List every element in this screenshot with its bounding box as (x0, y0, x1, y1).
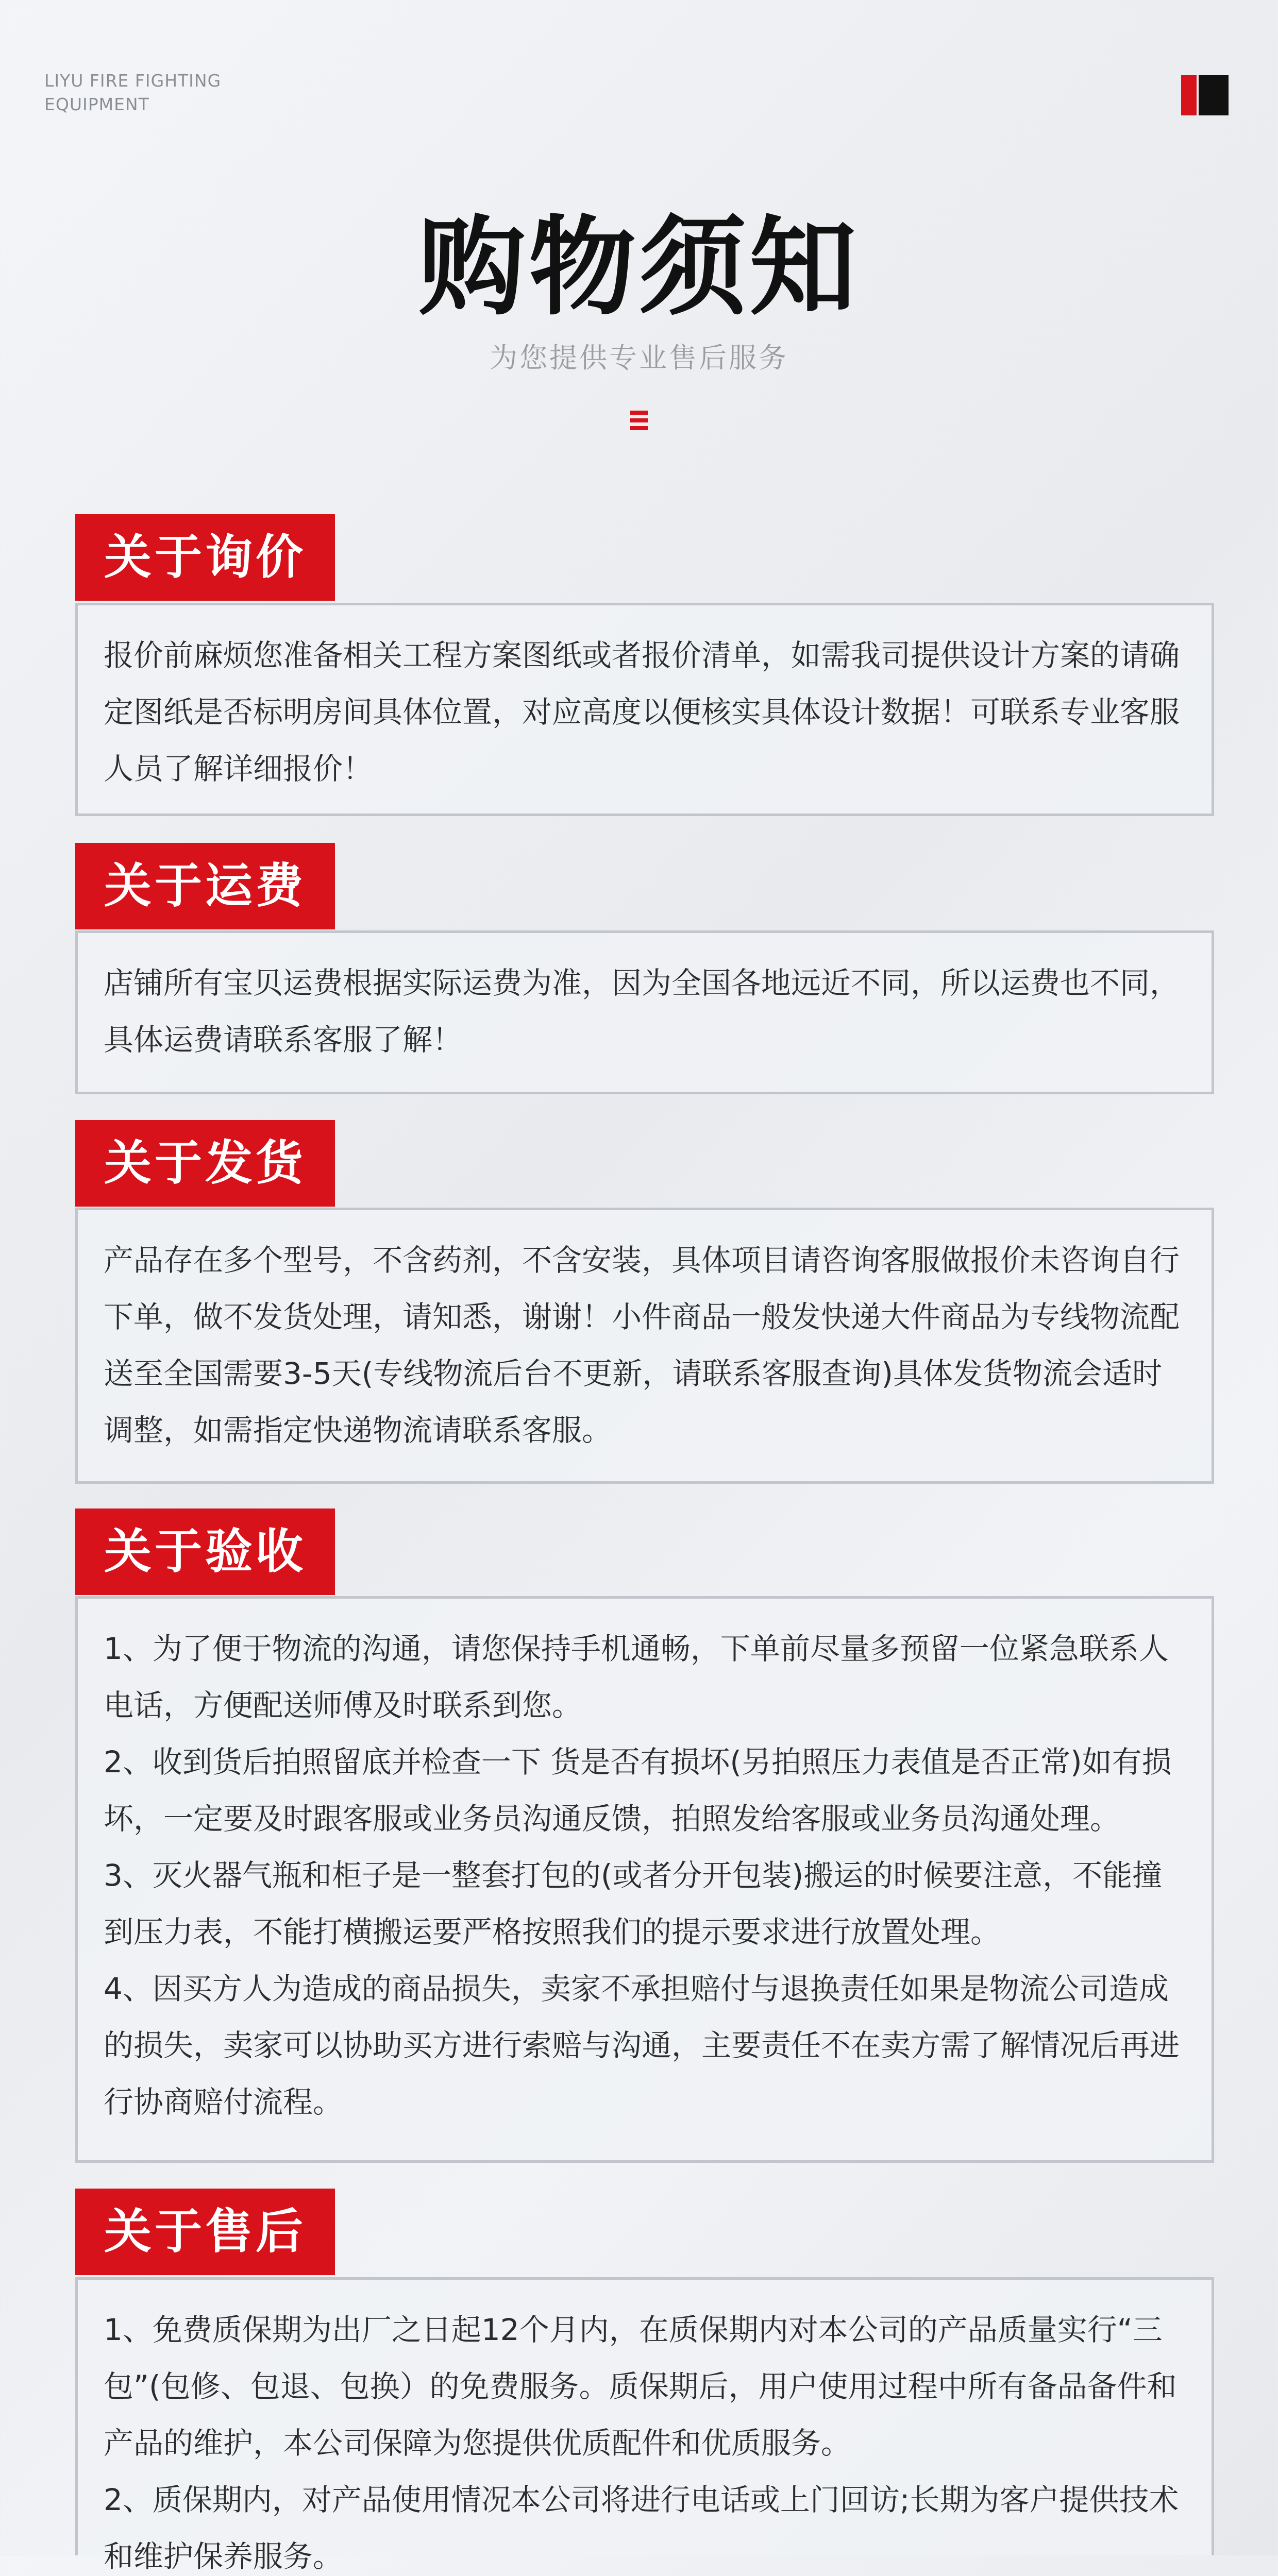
paragraph: 店铺所有宝贝运费根据实际运费为准，因为全国各地远近不同，所以运费也不同，具体运费请联系客服了解！ (104, 965, 1180, 1057)
divider-icon (630, 411, 648, 432)
paragraph: 1、为了便于物流的沟通，请您保持手机通畅，下单前尽量多预留一位紧急联系人电话，方便配送师傅及时联系到您。 (104, 1631, 1169, 1723)
paragraph: 1、免费质保期为出厂之日起12个月内，在质保期内对本公司的产品质量实行“三包”(包修、包退、包换）的免费服务。质保期后，用户使用过程中所有备品备件和产品的维护，本公司保障为您提供优质配件和优质服务。 (104, 2312, 1177, 2461)
page-subtitle: 为您提供专业售后服务 (490, 342, 788, 374)
section-body-shipping-fee (75, 930, 1214, 1094)
paragraph: 2、收到货后拍照留底并检查一下 货是否有损坏(另拍照压力表值是否正常)如有损坏，一定要及时跟客服或业务员沟通反馈，拍照发给客服或业务员沟通处理。 (104, 1744, 1172, 1836)
section-body-after-sales (75, 2277, 1214, 2574)
section-body-delivery (75, 1208, 1214, 1484)
section-title-inquiry: 关于询价 (75, 514, 335, 601)
paragraph: 4、因买方人为造成的商品损失，卖家不承担赔付与退换责任如果是物流公司造成的损失，卖家可以协助买方进行索赔与沟通，主要责任不在卖方需了解情况后再进行协商赔付流程。 (104, 1971, 1180, 2120)
section-title-after-sales: 关于售后 (75, 2189, 335, 2275)
section-body-inquiry (75, 603, 1214, 816)
section-title-shipping-fee: 关于运费 (75, 843, 335, 929)
section-body-inspection (75, 1596, 1214, 2163)
paragraph: 2、质保期内，对产品使用情况本公司将进行电话或上门回访;长期为客户提供技术和维护保养服务。 (104, 2482, 1179, 2574)
paragraph: 3、灭火器气瓶和柜子是一整套打包的(或者分开包装)搬运的时候要注意，不能撞到压力表，不能打横搬运要严格按照我们的提示要求进行放置处理。 (104, 1858, 1163, 1950)
paragraph: 产品存在多个型号，不含药剂，不含安装，具体项目请咨询客服做报价未咨询自行下单，做不发货处理，请知悉，谢谢！小件商品一般发快递大件商品为专线物流配送至全国需要3-5天(专线物流后台不更新，请联系客服查询)具体发货物流会适时调整，如需指定快递物流请联系客服。 (104, 1243, 1180, 1448)
brand-line-2: EQUIPMENT (44, 94, 149, 114)
section-title-inspection: 关于验收 (75, 1509, 335, 1595)
logo-icon (1181, 75, 1229, 115)
brand-line-1: LIYU FIRE FIGHTING (44, 71, 222, 91)
section-title-delivery: 关于发货 (75, 1120, 335, 1207)
page-title: 购物须知 (418, 206, 860, 330)
paragraph: 报价前麻烦您准备相关工程方案图纸或者报价清单，如需我司提供设计方案的请确定图纸是否标明房间具体位置，对应高度以便核实具体设计数据！可联系专业客服人员了解详细报价！ (104, 638, 1180, 786)
brand-name (44, 69, 221, 116)
